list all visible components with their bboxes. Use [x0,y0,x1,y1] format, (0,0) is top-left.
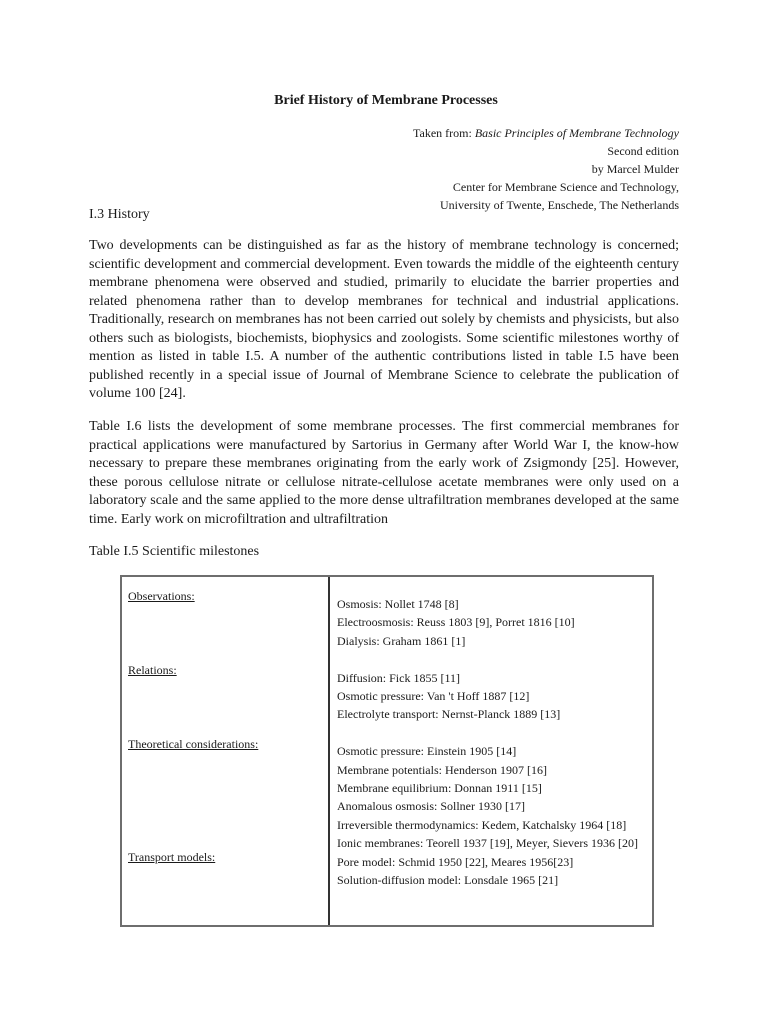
milestone-entry: Anomalous osmosis: Sollner 1930 [17] [337,799,525,814]
milestone-entry: Solution-diffusion model: Lonsdale 1965 [21] [337,873,559,888]
source-edition: Second edition [607,144,679,158]
category-observations: Observations: [128,589,195,603]
group-spacer [337,724,648,742]
milestone-entry: Osmosis: Nollet 1748 [8] [337,597,459,611]
table-caption: Table I.5 Scientific milestones [89,544,260,559]
section-heading: I.3 History [89,207,150,222]
milestones-table [120,575,654,927]
category-relations: Relations: [128,663,177,677]
document-title: Brief History of Membrane Processes [274,93,498,108]
source-line-book [89,124,679,142]
paragraph-2: Table I.6 lists the development of some membrane processes. The first commercial membranes for practical applications were manufactured by Sartorius in Germany after World War I, the know-how necessary to prepare these membranes originating from the early work of Zsigmondy [25]. However, these porous cellulose nitrate or cellulose nitrate-cellulose acetate membranes were only used on a laboratory scale and the same applied to the more dense ultrafiltration membranes developed at the same time. Early work on microfiltration and ultrafiltration [89,419,679,527]
source-book-title: Basic Principles of Membrane Technology [474,126,679,140]
milestone-entry: Irreversible thermodynamics: Kedem, Katchalsky 1964 [18] [337,817,627,832]
milestone-entries [337,595,648,889]
milestone-entry: Ionic membranes: Teorell 1937 [19], Meyer, Sievers 1936 [20] [337,836,639,851]
milestone-entry: Pore model: Schmid 1950 [22], Meares 1956[23] [337,854,574,869]
source-citation [89,124,679,214]
source-prefix: Taken from: [413,126,475,140]
milestone-entry: Diffusion: Fick 1855 [11] [337,670,460,685]
table-column-divider [328,577,330,925]
milestone-entry: Membrane potentials: Henderson 1907 [16] [337,762,547,777]
milestone-entry: Dialysis: Graham 1861 [1] [337,633,466,648]
source-institution: Center for Membrane Science and Technology, [452,180,679,194]
milestone-entry: Electroosmosis: Reuss 1803 [9], Porret 1816 [10] [337,615,575,630]
milestone-entry: Membrane equilibrium: Donnan 1911 [15] [337,781,542,796]
milestone-entry: Osmotic pressure: Van 't Hoff 1887 [12] [337,689,530,704]
source-location: University of Twente, Enschede, The Netherlands [440,198,679,212]
milestone-entry: Electrolyte transport: Nernst-Planck 1889 [13] [337,707,561,722]
milestone-entry: Osmotic pressure: Einstein 1905 [14] [337,744,517,759]
source-author: by Marcel Mulder [591,162,679,176]
category-transport-models: Transport models: [128,850,216,864]
paragraph-1: Two developments can be distinguished as far as the history of membrane technology is concerned; scientific development and commercial development. Even towards the middle of the eighteenth century membrane phenomena were observed and studied, primarily to elucidate the barrier properties and related phenomena rather than to develop membranes for technical and industrial applications. Traditionally, research on membranes has not been carried out solely by chemists and physicists, but also others such as biologists, biochemists, biophysics and zoologists. Some scientific milestones worthy of mention as listed in table I.5. A number of the authentic contributions listed in table I.5 have been published recently in a special issue of Journal of Membrane Science to celebrate the publication of volume 100 [24]. [89,238,679,401]
category-theoretical-considerations: Theoretical considerations: [128,737,259,751]
group-spacer [337,650,648,668]
